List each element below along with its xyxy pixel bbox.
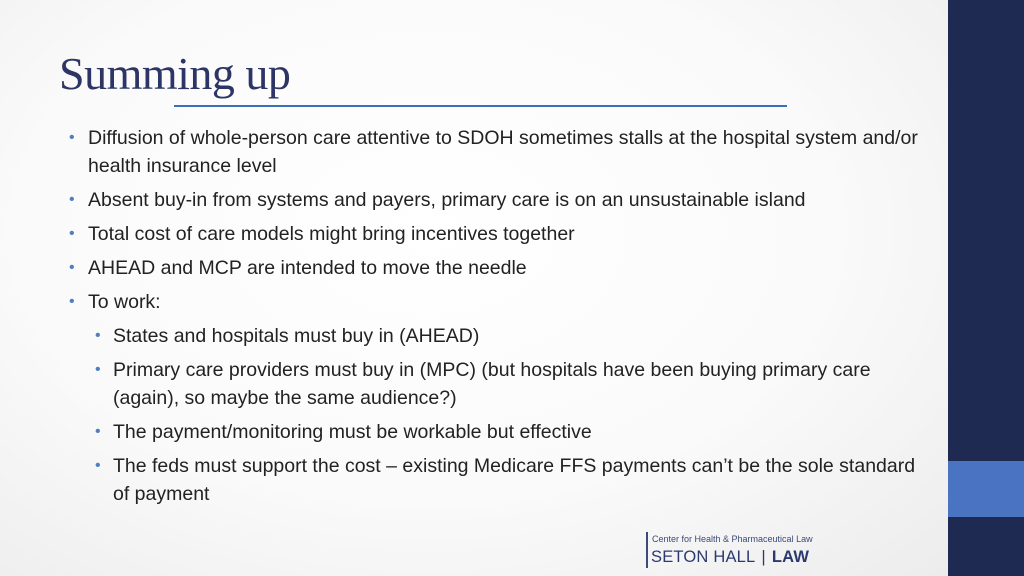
bullet-dot-icon: •: [69, 259, 75, 276]
logo-wordmark: [651, 548, 809, 567]
bullet-item: [68, 288, 918, 316]
bullet-item: [68, 220, 918, 248]
bullet-text: Total cost of care models might bring incentives together: [88, 223, 575, 245]
bullet-item: [68, 254, 918, 282]
title-underline-rule: [174, 105, 787, 107]
bullet-list: [68, 124, 918, 514]
sub-bullet-item: [68, 418, 918, 446]
bullet-text: Primary care providers must buy in (MPC) (but hospitals have been buying primary care (again), so maybe the same audience?): [113, 359, 871, 409]
logo-law-text: LAW: [771, 548, 810, 566]
bullet-text: States and hospitals must buy in (AHEAD): [113, 325, 480, 347]
logo-school-name: SETON HALL: [651, 548, 756, 566]
bullet-item: [68, 124, 918, 180]
sub-bullet-item: [68, 452, 918, 508]
bullet-dot-icon: •: [95, 327, 101, 344]
slide-title: Summing up: [59, 48, 291, 99]
bullet-dot-icon: •: [95, 361, 101, 378]
bullet-text: The payment/monitoring must be workable but effective: [113, 421, 592, 443]
bullet-text: The feds must support the cost – existing Medicare FFS payments can’t be the sole standard of payment: [113, 455, 916, 505]
logo-center-name: Center for Health & Pharmaceutical Law: [652, 534, 813, 544]
sub-bullet-item: [68, 356, 918, 412]
seton-hall-law-logo: [646, 530, 813, 570]
bullet-text: To work:: [88, 291, 161, 313]
bullet-text: Diffusion of whole-person care attentive to SDOH sometimes stalls at the hospital system and/or health insurance level: [88, 127, 918, 177]
bullet-dot-icon: •: [69, 191, 75, 208]
sidebar-accent-block: [948, 461, 1024, 517]
sub-bullet-item: [68, 322, 918, 350]
bullet-item: [68, 186, 918, 214]
bullet-dot-icon: •: [69, 129, 75, 146]
logo-separator: |: [761, 548, 766, 566]
bullet-dot-icon: •: [95, 423, 101, 440]
bullet-dot-icon: •: [95, 457, 101, 474]
bullet-text: Absent buy-in from systems and payers, primary care is on an unsustainable island: [88, 189, 806, 211]
bullet-text: AHEAD and MCP are intended to move the needle: [88, 257, 527, 279]
bullet-dot-icon: •: [69, 293, 75, 310]
logo-divider-bar: [646, 532, 648, 568]
bullet-dot-icon: •: [69, 225, 75, 242]
